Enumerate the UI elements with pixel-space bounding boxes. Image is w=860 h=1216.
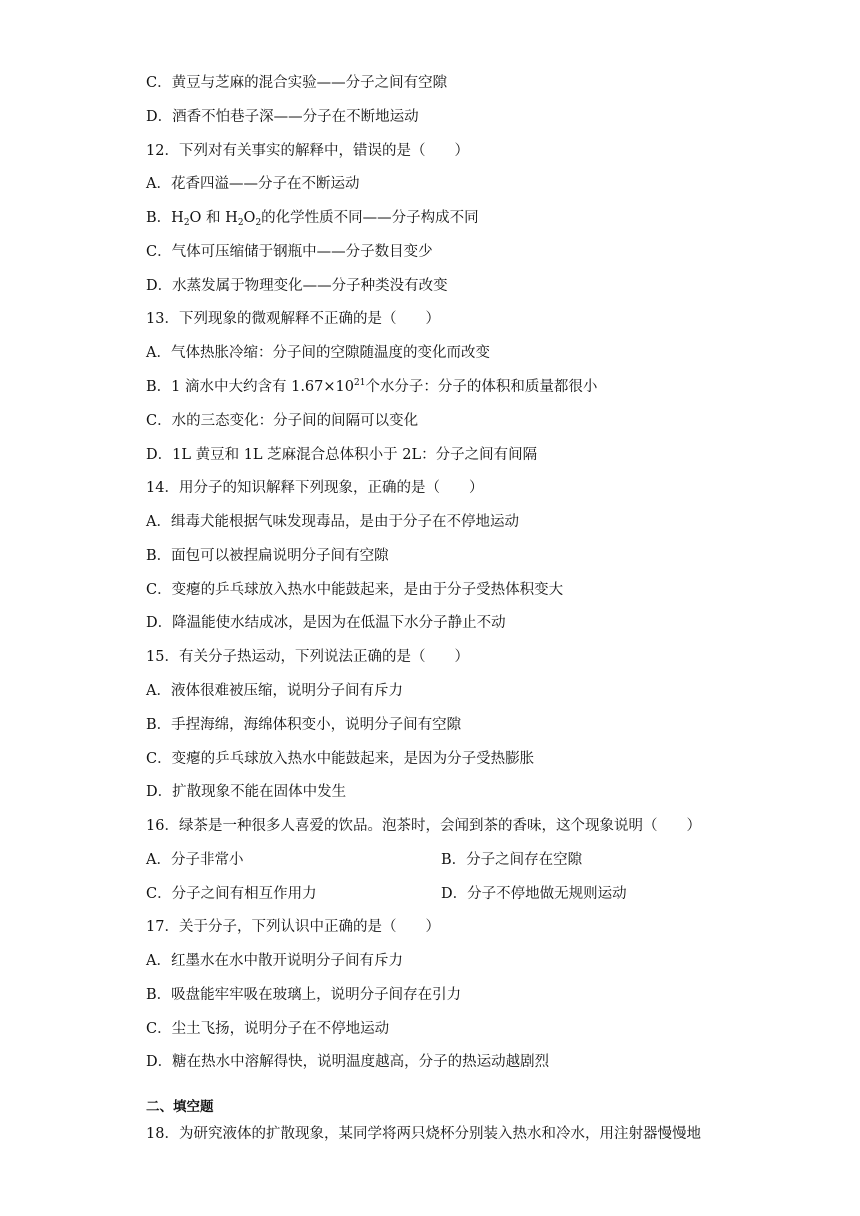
q12-b-prefix: B．H (146, 210, 184, 226)
q15-option-a: A．液体很难被压缩，说明分子间有斥力 (146, 683, 403, 699)
q12-b-mid: O 和 H (189, 210, 238, 226)
q16-option-b: B．分子之间存在空隙 (441, 852, 583, 868)
q17-option-d: D．糖在热水中溶解得快，说明温度越高，分子的热运动越剧烈 (146, 1054, 550, 1070)
q12-option-d: D．水蒸发属于物理变化——分子种类没有改变 (146, 278, 448, 294)
q16-option-d: D．分子不停地做无规则运动 (441, 886, 627, 902)
q14-option-a: A．缉毒犬能根据气味发现毒品，是由于分子在不停地运动 (146, 514, 519, 530)
q12-option-c: C．气体可压缩储于钢瓶中——分子数目变少 (146, 244, 433, 260)
q13-option-c: C．水的三态变化：分子间的间隔可以变化 (146, 413, 419, 429)
q14-stem: 14．用分子的知识解释下列现象，正确的是（ ） (146, 480, 484, 496)
q13-b-prefix: B．1 滴水中大约含有 1.67×10 (146, 379, 354, 395)
q13-option-a: A．气体热胀冷缩：分子间的空隙随温度的变化而改变 (146, 345, 490, 361)
q18-stem: 18．为研究液体的扩散现象，某同学将两只烧杯分别装入热水和冷水，用注射器慢慢地 (146, 1126, 701, 1142)
q13-b-sup: 21 (353, 378, 366, 388)
q15-option-b: B．手捏海绵，海绵体积变小，说明分子间有空隙 (146, 717, 462, 733)
q12-option-a: A．花香四溢——分子在不断运动 (146, 176, 360, 192)
q12-b-sub3: 2 (255, 218, 262, 228)
q15-option-d: D．扩散现象不能在固体中发生 (146, 784, 347, 800)
q16-stem: 16．绿茶是一种很多人喜爱的饮品。泡茶时，会闻到茶的香味，这个现象说明（ ） (146, 818, 701, 834)
q13-option-d: D．1L 黄豆和 1L 芝麻混合总体积小于 2L：分子之间有间隔 (146, 447, 538, 463)
q17-option-a: A．红墨水在水中散开说明分子间有斥力 (146, 953, 403, 969)
q12-b-sub1: 2 (183, 218, 190, 228)
q15-option-c: C．变瘪的乒乓球放入热水中能鼓起来，是因为分子受热膨胀 (146, 751, 535, 767)
q17-option-b: B．吸盘能牢牢吸在玻璃上，说明分子间存在引力 (146, 987, 462, 1003)
q11-option-d: D．酒香不怕巷子深——分子在不断地运动 (146, 109, 419, 125)
q17-option-c: C．尘土飞扬，说明分子在不停地运动 (146, 1021, 390, 1037)
q16-option-a: A．分子非常小 (146, 852, 244, 868)
q13-option-b (146, 377, 597, 397)
q13-stem: 13．下列现象的微观解释不正确的是（ ） (146, 311, 440, 327)
q13-b-suffix: 个水分子：分子的体积和质量都很小 (365, 379, 598, 395)
q11-option-c: C．黄豆与芝麻的混合实验——分子之间有空隙 (146, 75, 448, 91)
q12-b-mid2: O (243, 210, 256, 226)
q12-option-b (146, 208, 479, 228)
q16-option-c: C．分子之间有相互作用力 (146, 886, 317, 902)
q15-stem: 15．有关分子热运动，下列说法正确的是（ ） (146, 649, 469, 665)
q12-b-suffix: 的化学性质不同——分子构成不同 (261, 210, 479, 226)
q14-option-d: D．降温能使水结成冰，是因为在低温下水分子静止不动 (146, 615, 506, 631)
q14-option-c: C．变瘪的乒乓球放入热水中能鼓起来，是由于分子受热体积变大 (146, 582, 564, 598)
q12-stem: 12．下列对有关事实的解释中，错误的是（ ） (146, 143, 469, 159)
q12-b-sub2: 2 (237, 218, 244, 228)
section-title-fill-in: 二、填空题 (146, 1099, 214, 1115)
q17-stem: 17．关于分子，下列认识中正确的是（ ） (146, 919, 440, 935)
q14-option-b: B．面包可以被捏扁说明分子间有空隙 (146, 548, 389, 564)
